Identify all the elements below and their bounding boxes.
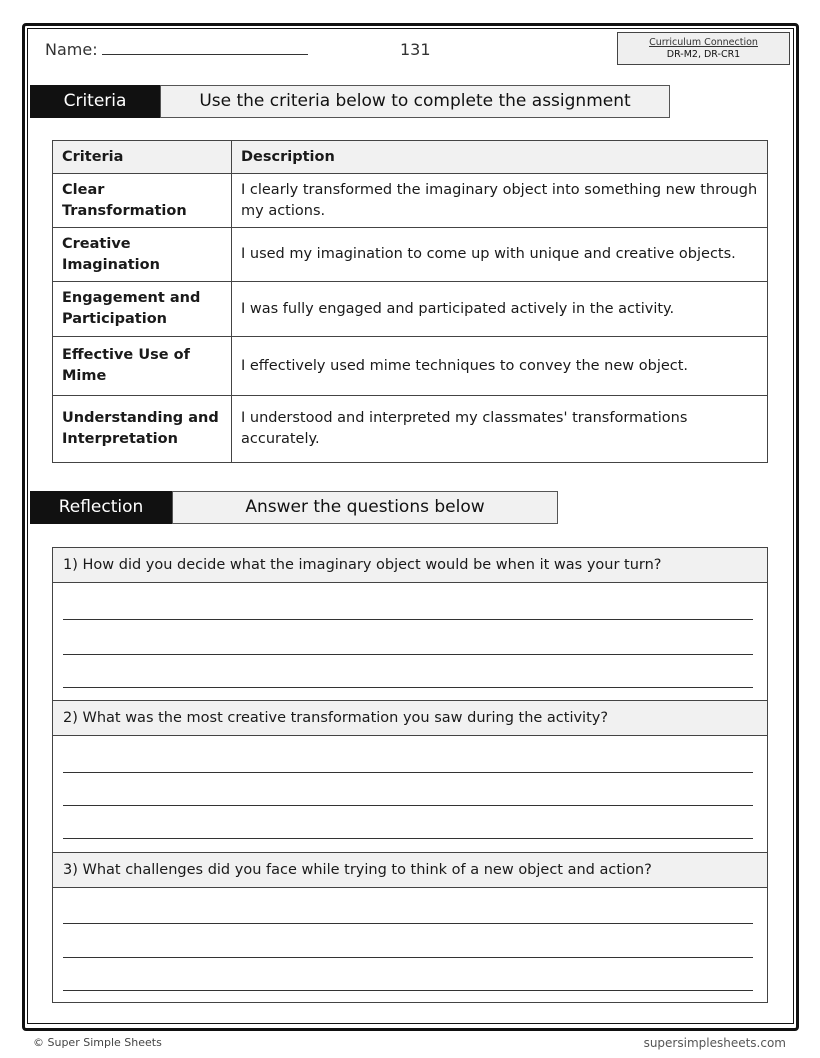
question-block (53, 548, 767, 701)
description-cell: I understood and interpreted my classmates' transformations accurately. (232, 396, 768, 463)
reflection-section-banner: Answer the questions below (172, 491, 558, 524)
name-field[interactable] (45, 40, 308, 59)
question-block (53, 853, 767, 1002)
curriculum-connection-box (617, 32, 790, 65)
answer-line[interactable] (63, 805, 753, 806)
reflection-section-label: Reflection (30, 491, 172, 524)
question-text: 2) What was the most creative transformation you saw during the activity? (53, 701, 767, 736)
answer-line[interactable] (63, 923, 753, 924)
answer-line[interactable] (63, 654, 753, 655)
answer-line[interactable] (63, 838, 753, 839)
criteria-cell: Creative Imagination (53, 228, 232, 282)
table-row (53, 337, 768, 396)
answer-line[interactable] (63, 957, 753, 958)
description-cell: I used my imagination to come up with unique and creative objects. (232, 228, 768, 282)
criteria-section-banner: Use the criteria below to complete the assignment (160, 85, 670, 118)
description-cell: I clearly transformed the imaginary object into something new through my actions. (232, 174, 768, 228)
table-header-row (53, 141, 768, 174)
table-row (53, 396, 768, 463)
criteria-section-header (30, 85, 670, 118)
table-row (53, 228, 768, 282)
question-block (53, 701, 767, 853)
answer-line[interactable] (63, 990, 753, 991)
footer-copyright: © Super Simple Sheets (33, 1036, 162, 1049)
criteria-cell: Effective Use of Mime (53, 337, 232, 396)
answer-line[interactable] (63, 687, 753, 688)
criteria-table (52, 140, 768, 463)
answer-line[interactable] (63, 772, 753, 773)
description-cell: I was fully engaged and participated actively in the activity. (232, 282, 768, 337)
criteria-cell: Clear Transformation (53, 174, 232, 228)
name-label: Name: (45, 40, 98, 59)
curriculum-codes: DR-M2, DR-CR1 (666, 49, 741, 60)
criteria-cell: Understanding and Interpretation (53, 396, 232, 463)
question-text: 3) What challenges did you face while trying to think of a new object and action? (53, 853, 767, 888)
answer-line[interactable] (63, 619, 753, 620)
table-header-criteria: Criteria (53, 141, 232, 174)
question-text: 1) How did you decide what the imaginary object would be when it was your turn? (53, 548, 767, 583)
table-row (53, 282, 768, 337)
page-number: 131 (400, 40, 431, 59)
criteria-section-label: Criteria (30, 85, 160, 118)
description-cell: I effectively used mime techniques to convey the new object. (232, 337, 768, 396)
name-blank-line[interactable] (102, 40, 308, 55)
table-row (53, 174, 768, 228)
reflection-questions (52, 547, 768, 1003)
criteria-cell: Engagement and Participation (53, 282, 232, 337)
footer-website: supersimplesheets.com (643, 1036, 786, 1050)
table-header-description: Description (232, 141, 768, 174)
reflection-section-header (30, 491, 558, 524)
curriculum-title: Curriculum Connection (649, 37, 758, 48)
